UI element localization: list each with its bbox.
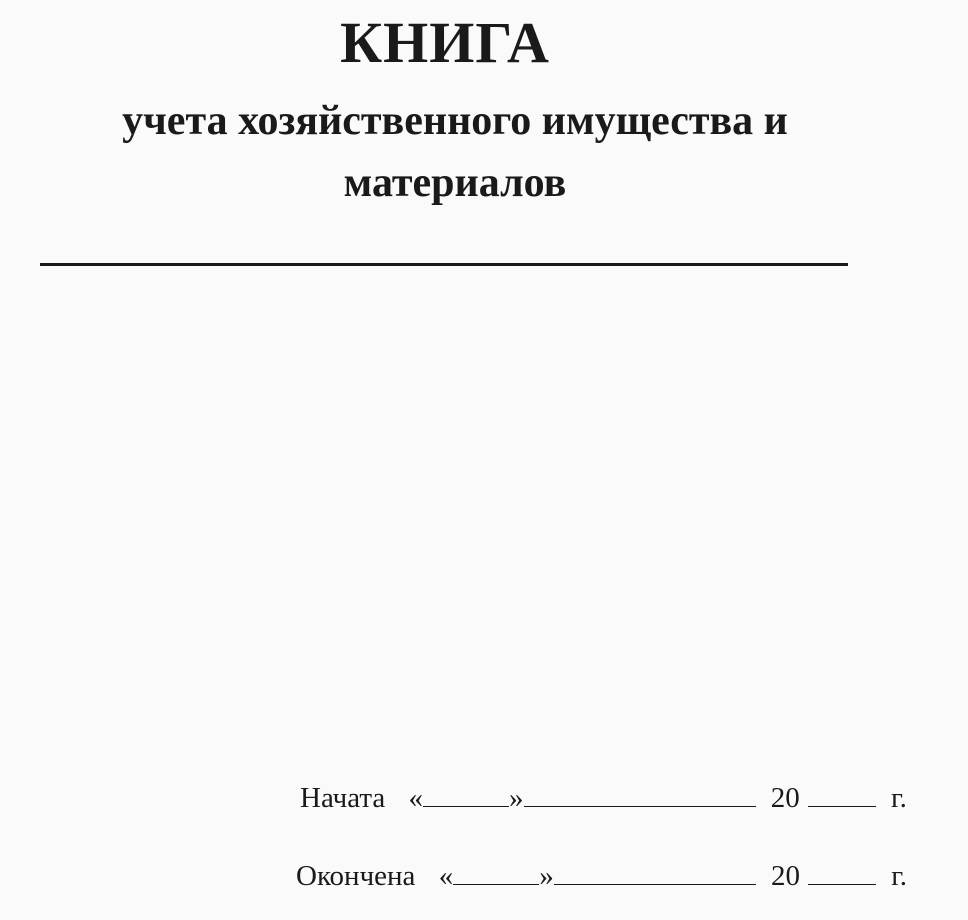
- book-title: КНИГА: [340, 10, 550, 75]
- ended-open-quote: «: [438, 860, 454, 892]
- subtitle-line-1: учета хозяйственного имущества и: [122, 98, 788, 144]
- ended-date-row: [296, 858, 907, 891]
- started-month-blank: [524, 780, 756, 807]
- started-close-quote: »: [509, 782, 524, 814]
- ended-label: Окончена: [296, 860, 416, 892]
- started-year-suffix: г.: [891, 782, 907, 814]
- started-label: Начата: [300, 782, 386, 814]
- ended-year-suffix: г.: [891, 860, 908, 892]
- started-open-quote: «: [408, 782, 424, 814]
- ended-close-quote: »: [539, 860, 554, 892]
- book-subtitle: [0, 90, 910, 214]
- organization-name-line: [40, 263, 848, 266]
- ended-day-blank: [453, 858, 539, 885]
- ended-century: 20: [770, 860, 800, 892]
- subtitle-line-2: материалов: [343, 160, 567, 206]
- started-date-row: [300, 780, 907, 813]
- ended-month-blank: [554, 858, 756, 885]
- started-century: 20: [770, 782, 800, 814]
- started-year-blank: [808, 780, 876, 807]
- ended-year-blank: [808, 858, 876, 885]
- started-day-blank: [423, 780, 509, 807]
